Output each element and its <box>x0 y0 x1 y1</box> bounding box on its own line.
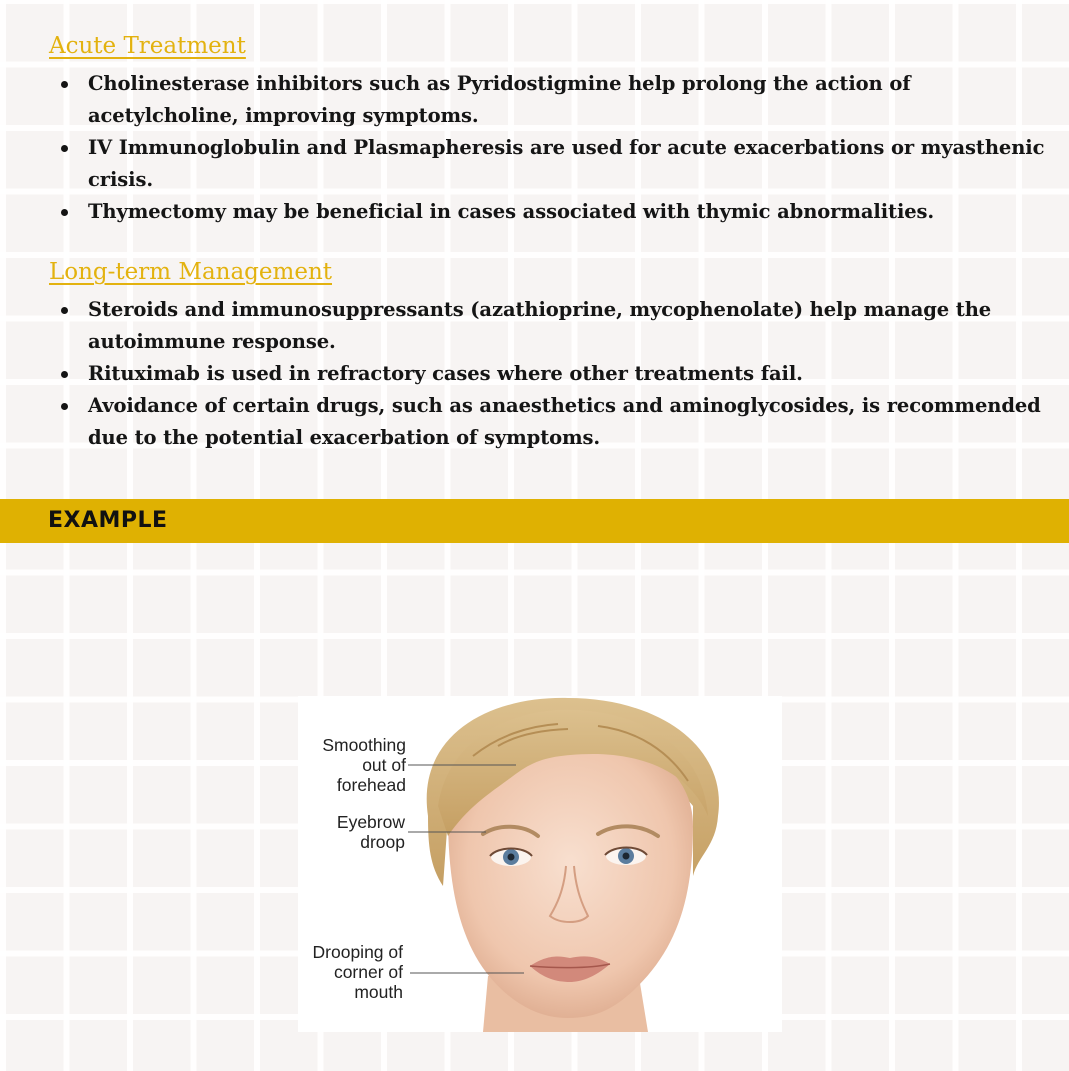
example-title: EXAMPLE <box>48 508 168 533</box>
bullet-icon <box>61 371 68 378</box>
bullet-icon <box>61 145 68 152</box>
acute-treatment-list <box>60 68 1050 228</box>
bullet-icon <box>61 403 68 410</box>
label-drooping-mouth: Drooping of corner of mouth <box>312 942 403 1002</box>
label-eyebrow-droop: Eyebrow droop <box>336 812 405 852</box>
facial-weakness-illustration <box>298 696 782 1032</box>
example-banner <box>0 499 1069 543</box>
list-item: Thymectomy may be beneficial in cases associated with thymic abnormalities. <box>60 196 1050 228</box>
bullet-icon <box>61 209 68 216</box>
bullet-icon <box>61 81 68 88</box>
acute-treatment-heading: Acute Treatment <box>49 33 246 59</box>
list-item: Rituximab is used in refractory cases where other treatments fail. <box>60 358 1050 390</box>
list-item: Steroids and immunosuppressants (azathioprine, mycophenolate) help manage the autoimmune response. <box>60 294 1050 358</box>
label-smoothing-forehead: Smoothing out of forehead <box>322 735 406 795</box>
long-term-management-heading: Long-term Management <box>49 259 332 285</box>
list-item: Avoidance of certain drugs, such as anaesthetics and aminoglycosides, is recommended due to the potential exacerbation of symptoms. <box>60 390 1050 454</box>
bullet-icon <box>61 307 68 314</box>
list-item: IV Immunoglobulin and Plasmapheresis are used for acute exacerbations or myasthenic crisis. <box>60 132 1050 196</box>
list-item: Cholinesterase inhibitors such as Pyridostigmine help prolong the action of acetylcholine, improving symptoms. <box>60 68 1050 132</box>
long-term-management-list <box>60 294 1050 454</box>
